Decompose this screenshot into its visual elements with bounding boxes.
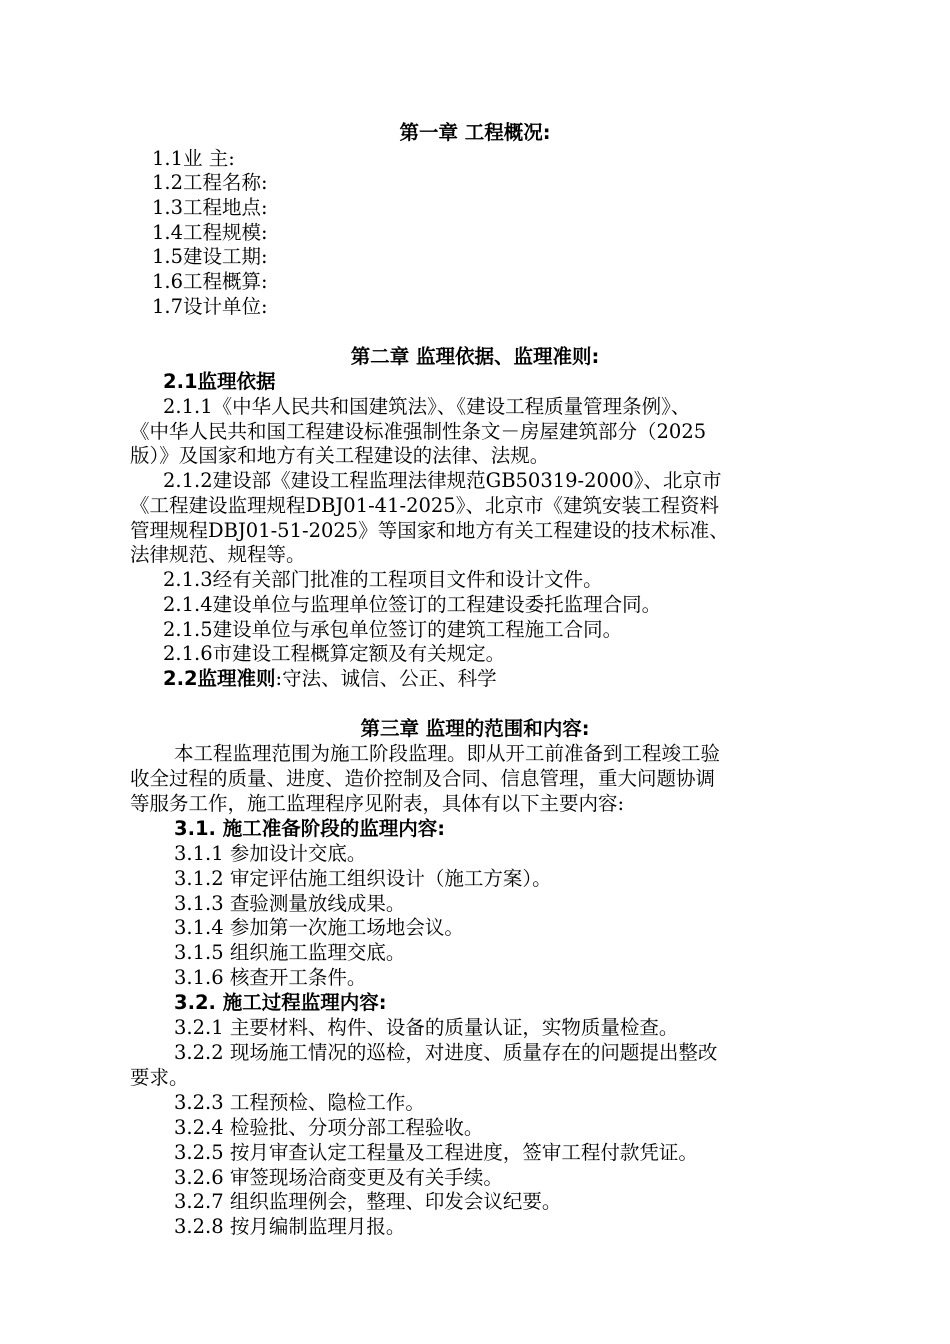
ch3-intro-line: 本工程监理范围为施工阶段监理。即从开工前准备到工程竣工验	[174, 742, 721, 765]
ch1-item: 1.5建设工期:	[152, 245, 268, 268]
para-2-1-6: 2.1.6市建设工程概算定额及有关规定。	[163, 642, 506, 665]
ch1-item: 1.1业 主:	[152, 147, 235, 170]
section-2-2-title: 2.2监理准则	[163, 667, 276, 690]
para-3-2-1: 3.2.1 主要材料、构件、设备的质量认证，实物质量检查。	[174, 1016, 679, 1039]
s31-item: 3.1.4 参加第一次施工场地会议。	[174, 916, 464, 939]
chapter-2-title: 第二章 监理依据、监理准则:	[350, 345, 600, 368]
section-3-2-title: 3.2. 施工过程监理内容:	[174, 991, 387, 1014]
ch1-item: 1.6工程概算:	[152, 270, 268, 293]
s32-item: 3.2.7 组织监理例会，整理、印发会议纪要。	[174, 1190, 562, 1213]
ch1-item: 1.7设计单位:	[152, 295, 268, 318]
s31-item: 3.1.5 组织施工监理交底。	[174, 941, 406, 964]
ch3-intro-line: 收全过程的质量、进度、造价控制及合同、信息管理，重大问题协调	[130, 767, 716, 790]
section-3-1-title: 3.1. 施工准备阶段的监理内容:	[174, 817, 446, 840]
ch1-item: 1.3工程地点:	[152, 196, 268, 219]
chapter-1-title: 第一章 工程概况:	[399, 121, 551, 144]
s31-item: 3.1.6 核查开工条件。	[174, 966, 367, 989]
para-2-1-5: 2.1.5建设单位与承包单位签订的建筑工程施工合同。	[163, 618, 623, 641]
s31-item: 3.1.1 参加设计交底。	[174, 842, 367, 865]
s31-item: 3.1.3 查验测量放线成果。	[174, 892, 406, 915]
para-2-1-2-line: 法律规范、规程等。	[130, 543, 306, 566]
ch1-item: 1.2工程名称:	[152, 171, 268, 194]
section-2-2-text: :守法、诚信、公正、科学	[275, 667, 497, 690]
para-2-1-1-line: 《中华人民共和国工程建设标准强制性条文－房屋建筑部分（2025	[130, 420, 707, 443]
section-2-1-title: 2.1监理依据	[163, 370, 276, 393]
para-2-1-1-line: 2.1.1《中华人民共和国建筑法》、《建设工程质量管理条例》、	[163, 395, 691, 418]
chapter-3-title: 第三章 监理的范围和内容:	[360, 717, 590, 740]
para-2-1-3: 2.1.3经有关部门批准的工程项目文件和设计文件。	[163, 568, 603, 591]
para-2-1-2-line: 管理规程DBJ01-51-2025》等国家和地方有关工程建设的技术标准、	[130, 519, 729, 542]
s32-item: 3.2.4 检验批、分项分部工程验收。	[174, 1116, 484, 1139]
para-2-1-2-line: 《工程建设监理规程DBJ01-41-2025》、北京市《建筑安装工程资料	[130, 494, 719, 517]
para-2-1-2-line: 2.1.2建设部《建设工程监理法律规范GB50319-2000》、北京市	[163, 469, 722, 492]
ch3-intro-line: 等服务工作，施工监理程序见附表，具体有以下主要内容:	[130, 792, 625, 815]
s31-item: 3.1.2 审定评估施工组织设计（施工方案）。	[174, 867, 552, 890]
s32-item: 3.2.8 按月编制监理月报。	[174, 1215, 406, 1238]
s32-item: 3.2.3 工程预检、隐检工作。	[174, 1091, 425, 1114]
ch1-item: 1.4工程规模:	[152, 221, 268, 244]
para-2-1-1-line: 版）》及国家和地方有关工程建设的法律、法规。	[130, 444, 550, 467]
para-3-2-2-line: 要求。	[130, 1066, 189, 1089]
s32-item: 3.2.6 审签现场洽商变更及有关手续。	[174, 1166, 503, 1189]
s32-item: 3.2.5 按月审查认定工程量及工程进度，签审工程付款凭证。	[174, 1141, 698, 1164]
para-2-1-4: 2.1.4建设单位与监理单位签订的工程建设委托监理合同。	[163, 593, 662, 616]
para-3-2-2-line: 3.2.2 现场施工情况的巡检，对进度、质量存在的问题提出整改	[174, 1041, 718, 1064]
section-2-2	[163, 666, 497, 691]
